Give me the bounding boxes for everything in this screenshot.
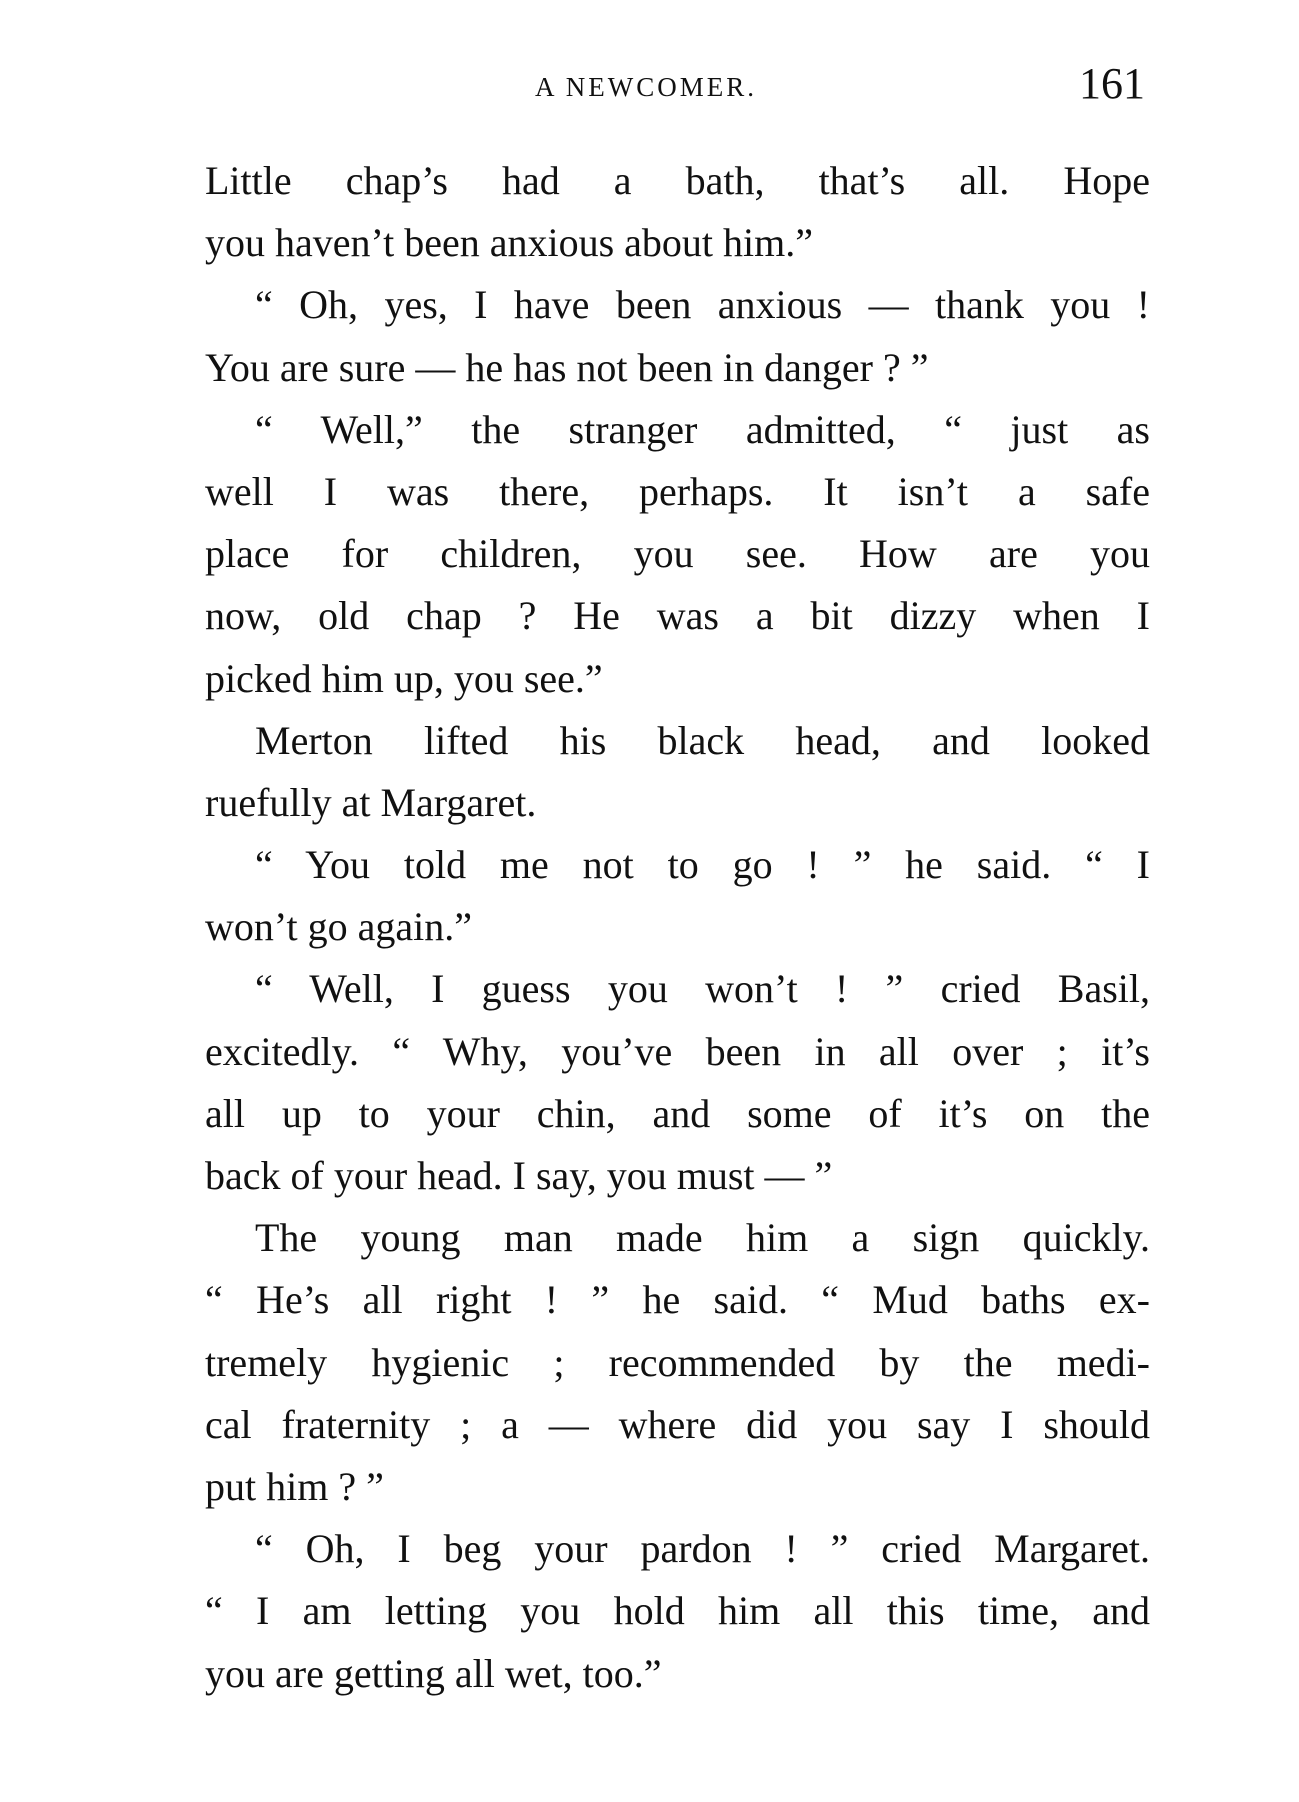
text-line: now, old chap ? He was a bit dizzy when I (205, 593, 1150, 639)
text-line: “ I am letting you hold him all this time, and (205, 1588, 1150, 1634)
text-line: put him ? ” (205, 1463, 384, 1509)
text-line: “ Oh, yes, I have been anxious — thank you ! (255, 282, 1150, 328)
body-text (205, 150, 1150, 1705)
text-line: you are getting all wet, too.” (205, 1650, 662, 1696)
text-line: all up to your chin, and some of it’s on the (205, 1090, 1150, 1136)
text-line: won’t go again.” (205, 904, 472, 950)
text-line: You are sure — he has not been in danger ? ” (205, 344, 929, 390)
text-line: Merton lifted his black head, and looked (255, 717, 1150, 763)
text-line: “ He’s all right ! ” he said. “ Mud baths ex- (205, 1277, 1150, 1323)
text-line: The young man made him a sign quickly. (255, 1215, 1150, 1261)
text-line: picked him up, you see.” (205, 655, 603, 701)
text-line: well I was there, perhaps. It isn’t a safe (205, 468, 1150, 514)
text-line: you haven’t been anxious about him.” (205, 220, 814, 266)
text-line: “ Well, I guess you won’t ! ” cried Basil, (255, 966, 1150, 1012)
running-title: A NEWCOMER. (535, 72, 757, 102)
text-line: excitedly. “ Why, you’ve been in all over ; it’s (205, 1028, 1150, 1074)
text-line: “ You told me not to go ! ” he said. “ I (255, 842, 1150, 888)
text-line: tremely hygienic ; recommended by the medi- (205, 1339, 1150, 1385)
text-line: cal fraternity ; a — where did you say I should (205, 1401, 1150, 1447)
text-line: “ Oh, I beg your pardon ! ” cried Margaret. (255, 1526, 1150, 1572)
text-line: ruefully at Margaret. (205, 779, 537, 825)
text-line: Little chap’s had a bath, that’s all. Hope (205, 158, 1150, 203)
text-line: “ Well,” the stranger admitted, “ just as (255, 406, 1150, 452)
text-line: back of your head. I say, you must — ” (205, 1153, 833, 1198)
running-head (205, 58, 1145, 118)
text-line: place for children, you see. How are you (205, 531, 1150, 577)
page-number: 161 (1079, 59, 1145, 108)
